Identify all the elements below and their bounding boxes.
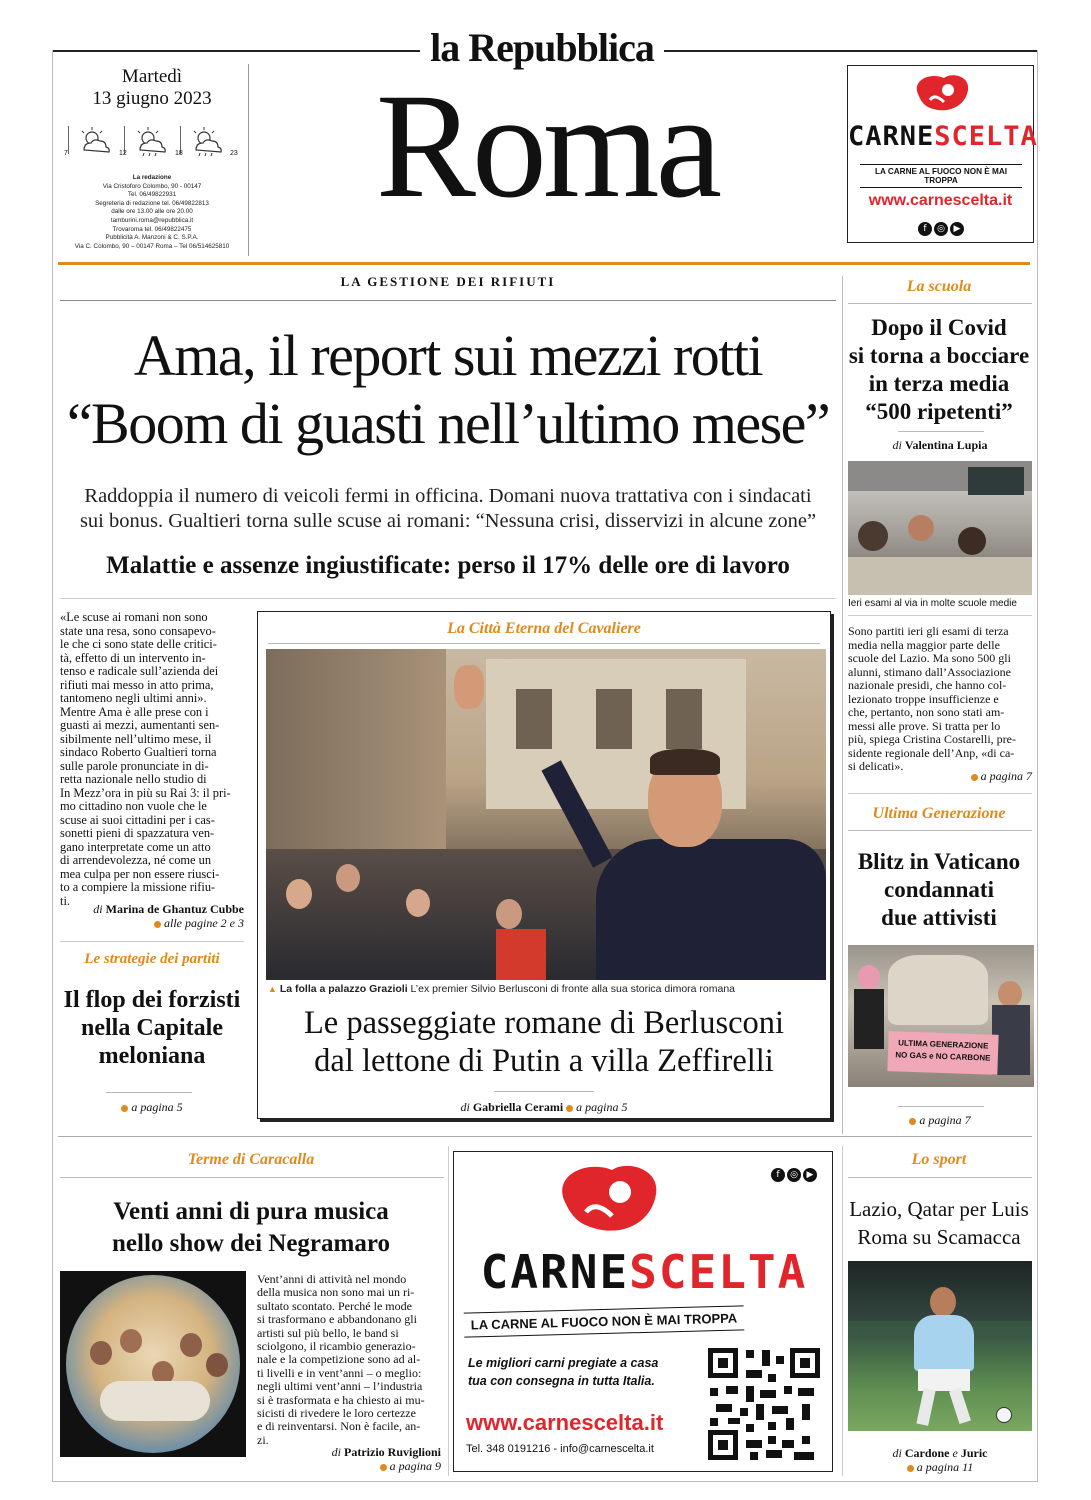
lead-headline[interactable] — [56, 322, 840, 458]
article-line: sulle parole pronunciate in di- — [60, 758, 209, 773]
pageref-text: a pagina 5 — [131, 1100, 183, 1114]
facebook-icon[interactable]: f — [918, 222, 932, 236]
berlusconi-rule — [494, 1091, 594, 1092]
band-member — [206, 1353, 228, 1377]
pageref-text: a pagina 11 — [916, 1460, 974, 1474]
article-line: sonetti pieni di spazzatura ven- — [60, 826, 215, 840]
lead-subhead[interactable]: Malattie e assenze ingiustificate: perso il 17% delle ore di lavoro — [106, 552, 790, 579]
caracalla-kicker-rule — [60, 1177, 444, 1178]
bottom-ad-brand-b: SCELTA — [629, 1245, 808, 1299]
pageref-text: a pagina 5 — [576, 1100, 628, 1114]
sport-byline — [848, 1446, 1032, 1461]
byline-author: Juric — [960, 1446, 988, 1460]
article-line: Mentre Ama è alle prese con i — [60, 704, 209, 719]
weather-temp: 18 — [175, 150, 183, 157]
article-line: state una resa, sono consapevo- — [60, 623, 216, 638]
article-line: messi alle prove. Si tratta per lo — [848, 718, 1001, 733]
pageref-text: a pagina 9 — [389, 1459, 441, 1473]
article-line: ti. — [60, 893, 70, 908]
bottom-ad-contact[interactable]: Tel. 348 0191216 - info@carnescelta.it — [466, 1443, 654, 1455]
bottom-ad-url[interactable]: www.carnescelta.it — [466, 1410, 664, 1435]
redazione-line: Trovaroma tel. 06/49822475 — [112, 225, 192, 233]
redazione-line: dalle ore 13.00 alle ore 20.00 — [111, 208, 193, 216]
scuola-kicker: La scuola — [906, 278, 972, 295]
left-article-pageref[interactable] — [60, 916, 244, 931]
ultima-photo — [848, 945, 1034, 1087]
partiti-headline-line: meloniana — [98, 1043, 206, 1069]
bottom-ad-social — [770, 1162, 818, 1182]
byline-and: e — [952, 1446, 958, 1460]
bottom-ad-brand-a: CARNE — [480, 1245, 630, 1299]
article-line: sindaco Roberto Gualtieri torna — [60, 745, 217, 759]
sun-cloud-rain-icon — [132, 126, 172, 158]
berlusconi-caption — [268, 983, 828, 995]
article-line: scuse ai suoi cittadini per i cas- — [60, 812, 215, 827]
article-line: sibilmente nell’ultimo mese, il — [60, 731, 212, 746]
byline-author: Valentina Lupia — [904, 438, 988, 452]
date-block — [62, 66, 242, 110]
byline-author: Patrizio Ruviglioni — [344, 1445, 441, 1459]
article-line: e di reinventarsi. Non è facile, an- — [257, 1419, 421, 1434]
crowd-face — [496, 899, 522, 929]
article-line: Sono partiti ieri gli esami di terza — [848, 624, 1009, 638]
scuola-headline-line: Dopo il Covid — [871, 315, 1007, 340]
byline-di: di — [460, 1100, 470, 1114]
redazione-line: Via Cristoforo Colombo, 90 - 00147 — [102, 182, 202, 190]
caption-text: L’ex premier Silvio Berlusconi di fronte alla sua storica dimora romana — [410, 983, 736, 995]
article-line: tenso e radicale sull’azienda dei — [60, 664, 219, 678]
article-line: di arrendevolezza, né come un — [60, 853, 212, 867]
lead-headline-line: Ama, il report sui mezzi rotti — [133, 323, 763, 388]
redazione-line: tamburini.roma@repubblica.it — [110, 216, 194, 224]
bullet-icon — [566, 1105, 573, 1112]
scuola-byline — [848, 438, 1032, 453]
sport-kicker: Lo sport — [911, 1151, 967, 1168]
date-full: 13 giugno 2023 — [92, 88, 212, 109]
top-ad-brand — [848, 121, 1038, 152]
player-shirt — [914, 1315, 974, 1371]
scuola-body — [848, 625, 1032, 774]
player-leg — [949, 1388, 971, 1424]
article-line: le che ci sono state delle critici- — [60, 637, 217, 651]
band-member — [120, 1329, 142, 1353]
crowd-red-shirt — [496, 929, 546, 980]
berlusconi-headline-line: dal lettone di Putin a villa Zeffirelli — [314, 1043, 774, 1079]
partiti-headline-line: nella Capitale — [81, 1015, 223, 1041]
caracalla-body — [257, 1273, 441, 1447]
byline-di: di — [892, 438, 902, 452]
window — [666, 689, 702, 749]
sport-headline-line: Lazio, Qatar per Luis — [849, 1197, 1029, 1221]
date-day: Martedì — [121, 66, 183, 87]
pageref-text: a pagina 7 — [980, 769, 1032, 783]
berlusconi-headline-line: Le passeggiate romane di Berlusconi — [303, 1005, 785, 1041]
article-line: si è trasformata e ha chiesto ai mu- — [257, 1392, 425, 1407]
instagram-icon[interactable]: ◎ — [934, 222, 948, 236]
left-divider — [60, 941, 244, 942]
masthead-rule-right — [664, 50, 1038, 52]
scuola-rule — [898, 431, 984, 432]
sport-headline[interactable] — [844, 1195, 1034, 1251]
bottom-ad-promo-line: tua con consegna in tutta Italia. — [468, 1374, 655, 1388]
bottom-ad-promo — [468, 1354, 698, 1390]
article-line: rifiuti mai messo in atto prima, — [60, 677, 214, 692]
scuola-bottom-rule — [848, 793, 1032, 794]
byline-author: Cardone — [904, 1446, 950, 1460]
article-line: sidente regionale dell’Anp, «di ca- — [848, 745, 1015, 760]
byline-di: di — [892, 1446, 902, 1460]
scuola-photo — [848, 461, 1032, 595]
berlusconi-suit — [596, 839, 826, 980]
building-left — [266, 649, 446, 879]
protest-banner — [887, 1031, 998, 1075]
page-border-bottom — [52, 1481, 1038, 1482]
bullet-icon — [121, 1105, 128, 1112]
article-line: alunni, stimano dall’Associazione — [848, 664, 1011, 679]
top-ad-social — [914, 216, 968, 236]
page-border-right — [1037, 50, 1038, 1482]
ultima-kicker-rule — [848, 830, 1032, 831]
bottom-divider-left — [448, 1146, 449, 1476]
article-line: zi. — [257, 1432, 269, 1447]
caracalla-headline-line: nello show dei Negramaro — [112, 1230, 390, 1257]
article-line: della musica non sono mai un ri- — [257, 1285, 415, 1300]
berlusconi-headline[interactable] — [258, 1004, 830, 1080]
article-line: tà, effetto di un intervento in- — [60, 650, 206, 665]
sun-cloud-icon — [76, 126, 116, 156]
article-line: nazionale presidi, che hanno col- — [848, 678, 1007, 692]
masthead-rule-left — [52, 50, 420, 52]
berlusconi-photo — [266, 649, 826, 980]
berlusconi-hand — [454, 665, 484, 709]
scuola-headline-line: “500 ripetenti” — [865, 399, 1013, 424]
caracalla-headline-line: Venti anni di pura musica — [113, 1198, 389, 1225]
triangle-icon: ▲ — [268, 984, 277, 994]
activist-head — [998, 981, 1022, 1007]
bottom-ad[interactable] — [453, 1151, 833, 1472]
sport-photo — [848, 1261, 1032, 1431]
bottom-divider-right — [842, 1146, 843, 1476]
ball-icon — [996, 1407, 1012, 1423]
band-member — [90, 1341, 112, 1365]
banner-line: NO GAS e NO CARBONE — [895, 1050, 991, 1063]
redazione-title: La redazione — [132, 174, 172, 181]
berlusconi-hair — [650, 749, 720, 775]
youtube-icon[interactable]: ▶ — [803, 1168, 817, 1182]
berlusconi-byline[interactable] — [258, 1100, 830, 1115]
bullet-icon — [154, 921, 161, 928]
bullet-icon — [971, 774, 978, 781]
lead-deck-line: sui bonus. Gualtieri torna sulle scuse ai romani: “Nessuna crisi, disservizi in alcune zone” — [79, 510, 817, 532]
article-line: si delicati». — [848, 759, 904, 773]
bottom-ad-brand — [454, 1246, 834, 1298]
article-line: che, pertanto, non sono stati am- — [848, 705, 1005, 719]
partiti-kicker: Le strategie dei partiti — [84, 951, 220, 967]
masthead-orange-rule — [58, 262, 1030, 265]
redazione-line: Segreteria di redazione tel. 06/49822813 — [95, 199, 209, 207]
article-line: scuole del Lazio. Ma sono 500 gli — [848, 651, 1011, 665]
article-line: sciolgono, il ricambio generazio- — [257, 1339, 416, 1354]
crowd-face — [406, 889, 430, 917]
pageref-text: a pagina 7 — [919, 1113, 971, 1127]
banner-line: ULTIMA GENERAZIONE — [898, 1038, 989, 1051]
caracalla-kicker: Terme di Caracalla — [187, 1151, 315, 1168]
article-line: «Le scuse ai romani non sono — [60, 610, 208, 624]
youtube-icon[interactable]: ▶ — [950, 222, 964, 236]
left-article-body — [60, 611, 244, 908]
crowd-face — [286, 879, 312, 909]
article-line: sicisti di rivedere le loro certezze — [257, 1406, 416, 1421]
top-ad-brand-a: CARNE — [848, 121, 935, 152]
weather-temp: 12 — [119, 150, 127, 157]
lead-kicker-rule — [60, 300, 836, 301]
window — [596, 689, 632, 749]
steak-logo-icon — [908, 72, 976, 116]
article-line: nale e la competizione sono ad al- — [257, 1352, 421, 1367]
berlusconi-kicker-rule — [268, 643, 820, 644]
ultima-headline[interactable] — [844, 848, 1034, 932]
caption-bold: La folla a palazzo Grazioli — [279, 983, 408, 995]
player-head — [930, 1287, 956, 1317]
sport-kicker-rule — [848, 1177, 1032, 1178]
article-line: mea culpa per non essere riusci- — [60, 866, 220, 881]
ultima-headline-line: Blitz in Vaticano — [857, 849, 1021, 874]
top-ad-url[interactable]: www.carnescelta.it — [868, 192, 1013, 209]
lead-bottom-rule — [60, 598, 836, 599]
weather-strip — [62, 124, 244, 160]
window — [516, 689, 552, 749]
right-column-divider — [842, 276, 843, 1134]
byline-author: Marina de Ghantuz Cubbe — [105, 902, 244, 916]
desks — [848, 557, 1032, 595]
scuola-photo-caption: Ieri esami al via in molte scuole medie — [848, 598, 1017, 609]
byline-author: Gabriella Cerami — [472, 1100, 564, 1114]
article-line: mo cittadino non vuole che le — [60, 799, 207, 813]
student — [858, 521, 888, 551]
scuola-kicker-rule — [848, 303, 1032, 304]
lead-deck — [56, 484, 840, 534]
blackboard — [968, 467, 1024, 495]
partiti-pageref[interactable] — [60, 1100, 244, 1115]
article-line: retta nazionale nello studio di — [60, 772, 207, 786]
scuola-caption-rule — [848, 615, 1032, 616]
weather-tick — [68, 126, 69, 154]
scuola-headline[interactable] — [844, 314, 1034, 426]
instagram-icon[interactable]: ◎ — [787, 1168, 801, 1182]
redazione-line: Tel. 06/49822931 — [127, 191, 177, 199]
steak-logo-icon — [548, 1160, 668, 1240]
qr-code-icon[interactable] — [706, 1346, 822, 1462]
partiti-rule — [106, 1092, 192, 1093]
ultima-kicker: Ultima Generazione — [872, 805, 1006, 822]
caracalla-headline[interactable] — [56, 1196, 446, 1260]
bottom-ad-tagline: LA CARNE AL FUOCO NON È MAI TROPPA — [464, 1305, 745, 1337]
article-line: si trasformano e abbandonano gli — [257, 1312, 417, 1327]
left-article-byline — [60, 902, 244, 917]
redazione-line: Pubblicità A. Manzoni & C. S.P.A. — [105, 234, 199, 242]
negramaro-photo — [60, 1271, 246, 1457]
article-line: ti livelli e in vent’anni – o meglio: — [257, 1365, 422, 1380]
berlusconi-kicker: La Città Eterna del Cavaliere — [447, 620, 641, 637]
band-clothes — [100, 1381, 210, 1421]
article-line: gano interpretate come un atto — [60, 839, 211, 854]
article-line: Vent’anni di attività nel mondo — [257, 1272, 407, 1286]
student — [958, 527, 986, 555]
band-member — [180, 1333, 202, 1357]
ultima-pageref[interactable] — [848, 1113, 1032, 1128]
newspaper-logo[interactable]: la Repubblica — [430, 25, 654, 70]
activist-head — [858, 965, 880, 989]
activist-body — [854, 989, 884, 1049]
article-line: negli ultimi vent’anni – l’industria — [257, 1379, 423, 1394]
top-ad[interactable] — [847, 65, 1038, 243]
article-line: artisti sul più bello, le band si — [257, 1325, 399, 1340]
article-line: guasti ai mezzi, aumentanti sen- — [60, 718, 220, 732]
crowd-face — [336, 864, 360, 892]
weather-temp: 7 — [64, 150, 68, 157]
scuola-headline-line: in terza media — [868, 371, 1010, 396]
caracalla-byline — [257, 1445, 441, 1460]
student — [908, 515, 934, 541]
bullet-icon — [909, 1118, 916, 1125]
date-divider — [248, 64, 249, 256]
top-ad-brand-b: SCELTA — [934, 121, 1038, 152]
pageref-text: alle pagine 2 e 3 — [164, 916, 244, 930]
scuola-pageref[interactable] — [848, 769, 1032, 784]
bullet-icon — [907, 1465, 914, 1472]
edition-title: Roma — [375, 63, 719, 229]
ultima-headline-line: condannati — [884, 877, 994, 902]
partiti-headline[interactable] — [56, 986, 248, 1070]
ultima-headline-line: due attivisti — [881, 905, 997, 930]
partiti-headline-line: Il flop dei forzisti — [63, 987, 241, 1013]
sport-headline-line: Roma su Scamacca — [857, 1225, 1021, 1249]
sun-cloud-rain-icon — [188, 126, 228, 158]
byline-di: di — [331, 1445, 341, 1459]
top-ad-tagline: LA CARNE AL FUOCO NON È MAI TROPPA — [860, 164, 1022, 188]
lead-kicker: LA GESTIONE DEI RIFIUTI — [340, 274, 556, 289]
article-line: tantomeno negli ultimi anni». — [60, 691, 207, 705]
article-line: più, spiega Cristina Costarelli, pre- — [848, 732, 1016, 746]
sport-pageref[interactable] — [848, 1460, 1032, 1475]
article-line: sultato scontato. Perché le mode — [257, 1298, 412, 1313]
bottom-ad-promo-line: Le migliori carni pregiate a casa — [468, 1356, 659, 1370]
lead-deck-line: Raddoppia il numero di veicoli fermi in officina. Domani nuova trattativa con i sindacati — [84, 485, 812, 507]
player-leg — [916, 1388, 935, 1426]
byline-di: di — [93, 902, 103, 916]
facebook-icon[interactable]: f — [771, 1168, 785, 1182]
statue — [888, 955, 988, 1025]
redazione-line: Via C. Colombo, 90 – 00147 Roma – Tel 06/514625810 — [74, 242, 230, 250]
redazione-info — [58, 174, 246, 251]
ultima-rule — [898, 1106, 984, 1107]
weather-temp: 23 — [230, 150, 238, 157]
lead-headline-line: “Boom di guasti nell’ultimo mese” — [66, 391, 830, 456]
article-line: In Mezz’ora in più su Rai 3: il pri- — [60, 785, 231, 800]
article-line: media nella maggior parte delle — [848, 637, 1000, 652]
page-border-left — [52, 50, 53, 1482]
bullet-icon — [380, 1464, 387, 1471]
article-line: lezionato troppe insufficienze e — [848, 691, 999, 706]
article-line: to a compiere la missione rifiu- — [60, 880, 216, 894]
bottom-section-rule — [58, 1136, 1032, 1137]
scuola-headline-line: si torna a bocciare — [848, 343, 1030, 368]
caracalla-pageref[interactable] — [257, 1459, 441, 1474]
